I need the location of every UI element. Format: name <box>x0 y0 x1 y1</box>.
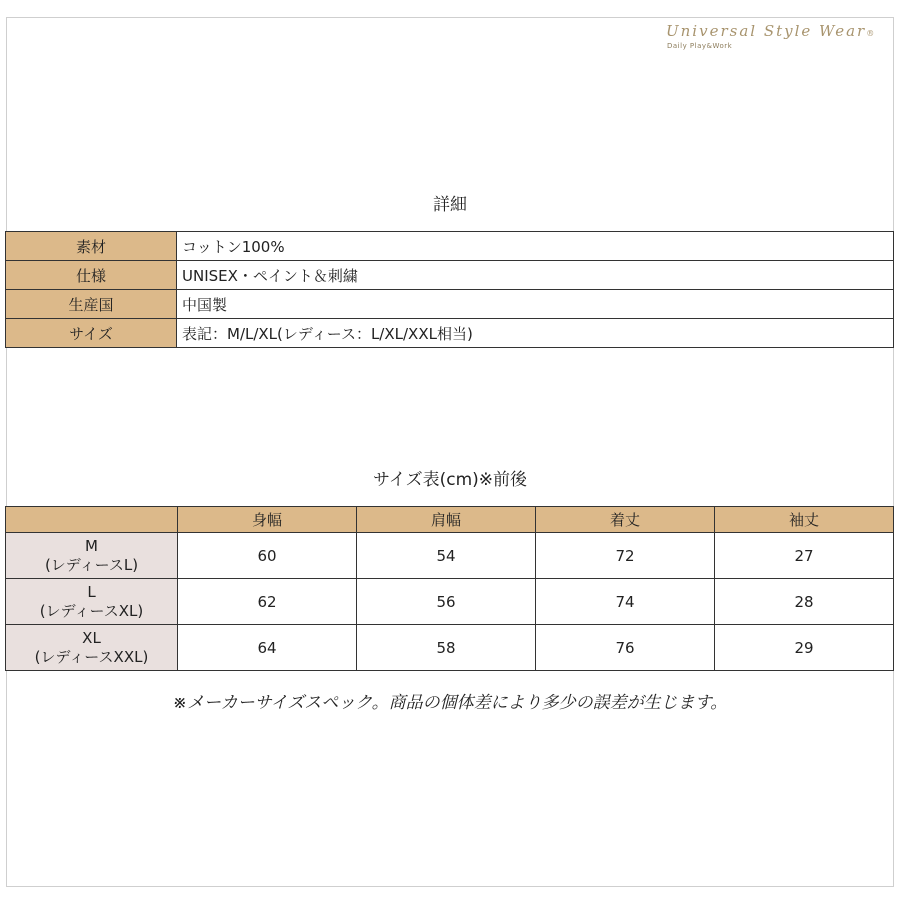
details-label: 仕様 <box>6 261 177 290</box>
details-row <box>6 232 894 261</box>
details-row <box>6 319 894 348</box>
size-label: M <box>85 536 98 555</box>
size-row-header <box>6 579 178 625</box>
size-row-header <box>6 625 178 671</box>
table-cell: 58 <box>357 625 536 671</box>
table-cell: 62 <box>178 579 357 625</box>
details-value: UNISEX・ペイント＆刺繍 <box>177 261 894 290</box>
details-table <box>5 231 894 348</box>
details-value: 中国製 <box>177 290 894 319</box>
column-header: 袖丈 <box>715 507 894 533</box>
size-label: L <box>87 582 96 601</box>
details-label: サイズ <box>6 319 177 348</box>
table-cell: 54 <box>357 533 536 579</box>
size-table-header <box>6 507 894 533</box>
table-cell: 27 <box>715 533 894 579</box>
column-header: 肩幅 <box>357 507 536 533</box>
ladies-size-label: (レディースXXL) <box>34 647 149 666</box>
table-cell: 60 <box>178 533 357 579</box>
details-row <box>6 261 894 290</box>
size-disclaimer-note: ※メーカーサイズスペック。商品の個体差により多少の誤差が生じます。 <box>172 693 728 713</box>
column-header-corner <box>6 507 178 533</box>
table-cell: 29 <box>715 625 894 671</box>
size-row-header <box>6 533 178 579</box>
ladies-size-label: (レディースXL) <box>39 601 144 620</box>
size-row <box>6 579 894 625</box>
details-row <box>6 290 894 319</box>
size-table <box>5 506 894 671</box>
table-cell: 28 <box>715 579 894 625</box>
brand-registered-mark: ® <box>866 29 875 38</box>
size-row <box>6 533 894 579</box>
details-label: 素材 <box>6 232 177 261</box>
table-cell: 64 <box>178 625 357 671</box>
details-value: 表記：M/L/XL(レディース：L/XL/XXL相当) <box>177 319 894 348</box>
brand-name: Universal Style Wear <box>666 22 867 40</box>
column-header: 身幅 <box>178 507 357 533</box>
size-label: XL <box>82 628 101 647</box>
details-label: 生産国 <box>6 290 177 319</box>
page-frame <box>6 17 894 887</box>
details-value: コットン100% <box>177 232 894 261</box>
table-cell: 56 <box>357 579 536 625</box>
size-table-title: サイズ表(cm)※前後 <box>372 470 528 490</box>
ladies-size-label: (レディースL) <box>44 555 139 574</box>
size-row <box>6 625 894 671</box>
table-cell: 76 <box>536 625 715 671</box>
table-cell: 72 <box>536 533 715 579</box>
brand-tagline: Daily Play&Work <box>667 42 733 50</box>
table-cell: 74 <box>536 579 715 625</box>
column-header: 着丈 <box>536 507 715 533</box>
details-title: 詳細 <box>433 195 467 215</box>
brand-logo <box>666 22 890 52</box>
